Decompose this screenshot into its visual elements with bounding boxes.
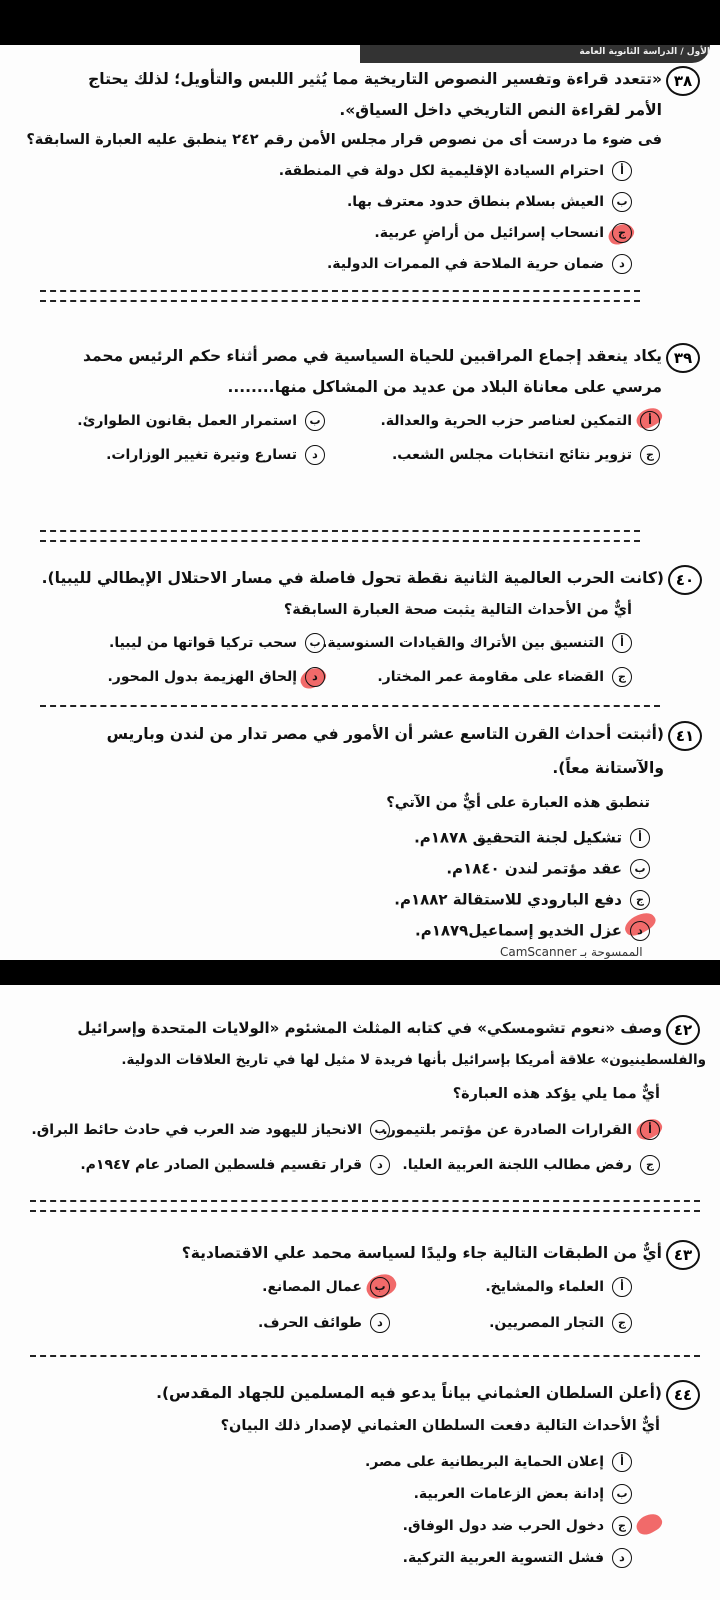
question-text: أيٌّ من الطبقات التالية جاء وليدًا لسياسة محمد علي الاقتصادية؟ (181, 1244, 662, 1262)
option-a[interactable] (382, 1120, 660, 1140)
option-letter: ج (612, 667, 632, 687)
question-instruction: أيٌّ من الأحداث التالية يثبت صحة العبارة السابقة؟ (283, 602, 632, 618)
option-text: ضمان حرية الملاحة في الممرات الدولية. (326, 256, 604, 272)
option-letter: أ (612, 1277, 632, 1297)
divider (30, 1200, 700, 1202)
option-text: التمكين لعناصر حزب الحرية والعدالة. (380, 413, 632, 429)
option-letter: ب (370, 1277, 390, 1297)
divider (40, 530, 640, 532)
option-a[interactable] (380, 411, 660, 431)
option-d[interactable] (327, 254, 632, 274)
answer-mark (633, 1510, 665, 1539)
camscanner-watermark: الممسوحة بـ CamScanner (500, 945, 643, 959)
option-letter: ج (640, 445, 660, 465)
option-letter: ب (630, 859, 650, 879)
option-text: القضاء على مقاومة عمر المختار. (377, 669, 604, 685)
option-c[interactable] (374, 223, 632, 243)
option-text: التنسيق بين الأتراك والقيادات السنوسية. (322, 635, 604, 651)
option-letter: ب (612, 192, 632, 212)
question-text: (أعلن السلطان العثماني بياناً يدعو فيه المسلمين للجهاد المقدس). (156, 1384, 662, 1402)
question-number: ٣٩ (666, 343, 700, 373)
exam-page-2 (0, 985, 720, 1600)
option-text: استمرار العمل بقانون الطوارئ. (77, 413, 297, 429)
question-instruction: تنطبق هذه العبارة على أيٌّ من الآتي؟ (386, 795, 650, 811)
option-letter: ج (640, 1155, 660, 1175)
option-letter: د (612, 1548, 632, 1568)
divider (40, 300, 640, 302)
option-d[interactable] (107, 667, 325, 687)
option-text: دخول الحرب ضد دول الوفاق. (402, 1518, 604, 1534)
option-letter: ج (612, 1313, 632, 1333)
divider (40, 540, 640, 542)
question-number: ٤٢ (666, 1015, 700, 1045)
option-text: طوائف الحرف. (257, 1315, 362, 1331)
question-text: وصف «نعوم تشومسكي» في كتابه المثلث المشئوم «الولايات المتحدة وإسرائيل (77, 1019, 662, 1037)
option-text: عزل الخديو إسماعيل١٨٧٩م. (415, 921, 622, 940)
question-text: (كانت الحرب العالمية الثانية نقطة تحول فاصلة في مسار الاحتلال الإيطالي لليبيا). (41, 569, 664, 587)
question-number: ٤١ (668, 721, 702, 751)
option-b[interactable] (262, 1277, 390, 1297)
divider (40, 290, 640, 292)
question-text: الأمر لقراءة النص التاريخي داخل السياق». (339, 101, 662, 119)
option-text: سحب تركيا قواتها من ليبيا. (109, 635, 297, 651)
option-text: إلحاق الهزيمة بدول المحور. (107, 669, 297, 685)
divider (30, 1210, 700, 1212)
option-text: دفع البارودي للاستقالة ١٨٨٢م. (394, 890, 622, 909)
option-letter: أ (612, 161, 632, 181)
option-letter: د (612, 254, 632, 274)
option-letter: أ (630, 828, 650, 848)
option-b[interactable] (414, 1484, 632, 1504)
option-d[interactable] (403, 1548, 632, 1568)
option-letter: أ (640, 411, 660, 431)
option-b[interactable] (109, 633, 325, 653)
option-d[interactable] (80, 1155, 390, 1175)
option-text: التجار المصريين. (489, 1315, 604, 1331)
option-text: القرارات الصادرة عن مؤتمر بلتيمور. (382, 1122, 632, 1138)
option-text: احترام السيادة الإقليمية لكل دولة في المنطقة. (278, 163, 604, 179)
option-d[interactable] (415, 921, 650, 941)
divider (40, 705, 660, 707)
option-c[interactable] (392, 445, 660, 465)
option-letter: د (305, 445, 325, 465)
option-text: إدانة بعض الزعامات العربية. (413, 1486, 604, 1502)
option-a[interactable] (322, 633, 632, 653)
page-header-text: الأول / الدراسة الثانوية العامة (579, 47, 710, 57)
option-letter: ب (305, 411, 325, 431)
option-b[interactable] (446, 859, 650, 879)
option-letter: أ (640, 1120, 660, 1140)
exam-page-1 (0, 45, 720, 960)
option-letter: ج (630, 890, 650, 910)
option-letter: د (370, 1313, 390, 1333)
option-letter: أ (612, 633, 632, 653)
option-letter: ب (305, 633, 325, 653)
question-text: والآستانة معاً). (552, 759, 664, 777)
question-instruction: أيٌّ الأحداث التالية دفعت السلطان العثماني لإصدار ذلك البيان؟ (220, 1418, 660, 1434)
option-text: عمال المصانع. (262, 1279, 362, 1295)
option-a[interactable] (365, 1452, 632, 1472)
option-b[interactable] (31, 1120, 390, 1140)
question-text: والفلسطينيون» علاقة أمريكا بإسرائيل بأنها فريدة لا مثيل لها في تاريخ العلاقات الدولية. (121, 1052, 706, 1068)
option-letter: د (630, 921, 650, 941)
option-c[interactable] (394, 890, 650, 910)
option-text: قرار تقسيم فلسطين الصادر عام ١٩٤٧م. (80, 1157, 362, 1173)
question-instruction: فى ضوء ما درست أى من نصوص قرار مجلس الأمن رقم ٢٤٢ ينطبق عليه العبارة السابقة؟ (26, 132, 662, 148)
divider (30, 1355, 700, 1357)
question-text: مرسي على معاناة البلاد من عديد من المشاكل منها........ (227, 378, 662, 396)
question-number: ٤٣ (666, 1240, 700, 1270)
option-a[interactable] (414, 828, 650, 848)
option-letter: أ (612, 1452, 632, 1472)
option-letter: د (305, 667, 325, 687)
option-text: العيش بسلام بنطاق حدود معترف بها. (346, 194, 604, 210)
question-instruction: أيٌّ مما يلي يؤكد هذه العبارة؟ (452, 1086, 660, 1102)
option-a[interactable] (485, 1277, 632, 1297)
option-text: انسحاب إسرائيل من أراضٍ عربية. (374, 225, 604, 241)
option-text: إعلان الحماية البريطانية على مصر. (365, 1454, 604, 1470)
option-text: تزوير نتائج انتخابات مجلس الشعب. (391, 447, 632, 463)
option-text: عقد مؤتمر لندن ١٨٤٠م. (446, 859, 622, 878)
option-letter: د (370, 1155, 390, 1175)
option-text: فشل التسوية العربية التركية. (402, 1550, 604, 1566)
question-number: ٣٨ (666, 66, 700, 96)
option-text: العلماء والمشايخ. (485, 1279, 604, 1295)
option-c[interactable] (489, 1313, 632, 1333)
option-letter: ب (370, 1120, 390, 1140)
question-text: يكاد ينعقد إجماع المراقبين للحياة السياسية في مصر أثناء حكم الرئيس محمد (83, 347, 662, 365)
option-text: تسارع وتيرة تغيير الوزارات. (106, 447, 297, 463)
option-d[interactable] (258, 1313, 390, 1333)
question-text: (أثبتت أحداث القرن التاسع عشر أن الأمور في مصر تدار من لندن وباريس (106, 725, 664, 743)
option-letter: ج (612, 223, 632, 243)
option-text: الانحياز لليهود ضد العرب في حادث حائط البراق. (31, 1122, 362, 1138)
option-c[interactable] (377, 667, 632, 687)
question-text: «تتعدد قراءة وتفسير النصوص التاريخية مما يُثير اللبس والتأويل؛ لذلك يحتاج (88, 70, 662, 88)
option-b[interactable] (347, 192, 632, 212)
option-c[interactable] (402, 1155, 660, 1175)
option-d[interactable] (106, 445, 325, 465)
option-text: رفض مطالب اللجنة العربية العليا. (402, 1157, 632, 1173)
option-letter: ب (612, 1484, 632, 1504)
option-text: تشكيل لجنة التحقيق ١٨٧٨م. (414, 828, 622, 847)
option-b[interactable] (77, 411, 325, 431)
option-a[interactable] (279, 161, 632, 181)
question-number: ٤٠ (668, 565, 702, 595)
option-c[interactable] (403, 1516, 632, 1536)
question-number: ٤٤ (666, 1380, 700, 1410)
option-letter: ج (612, 1516, 632, 1536)
